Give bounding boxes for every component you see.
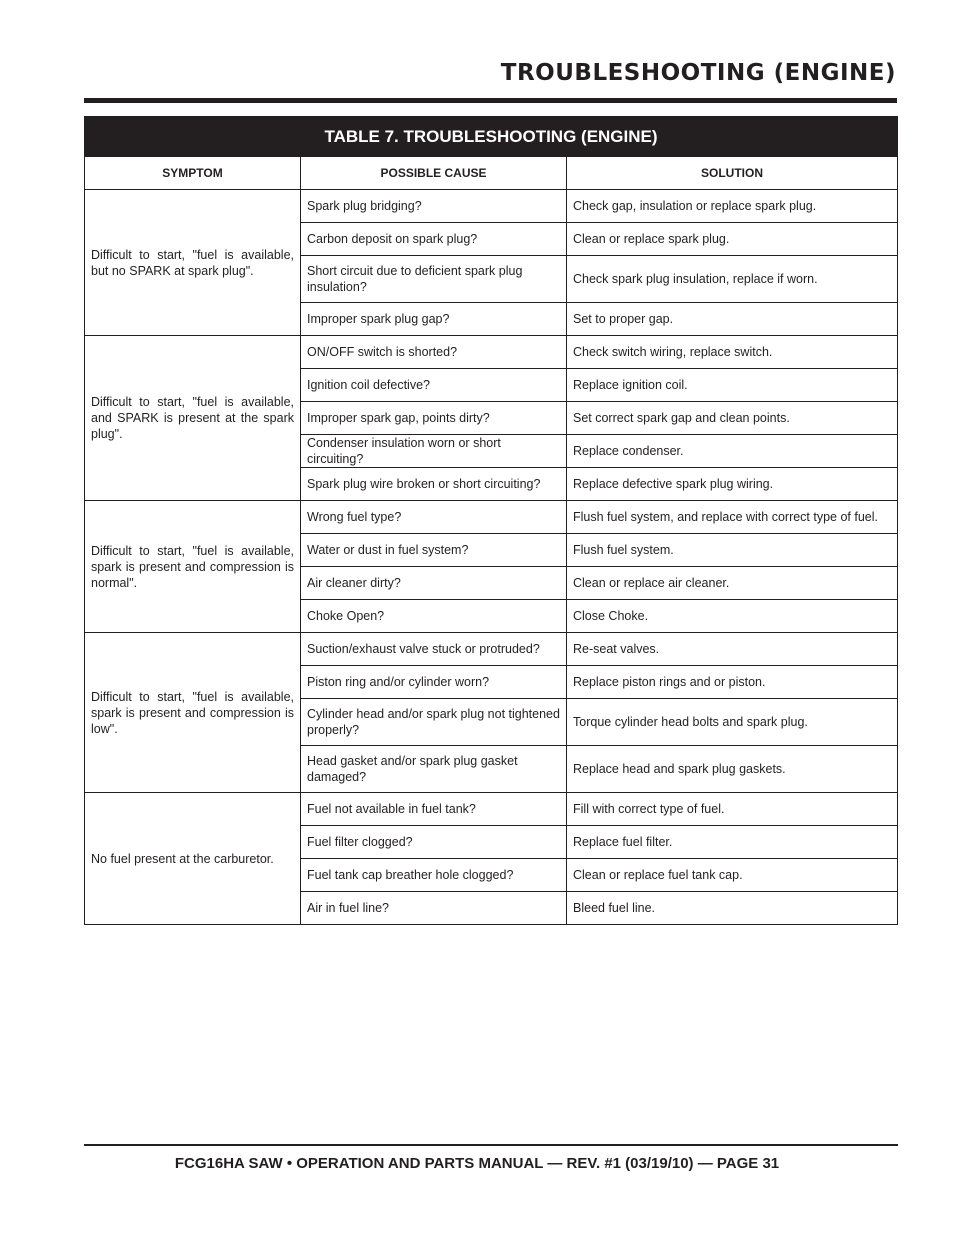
troubleshooting-table [84,116,898,925]
solution-cell: Replace defective spark plug wiring. [567,468,898,501]
cause-cell: Piston ring and/or cylinder worn? [301,666,567,699]
header-solution: SOLUTION [567,157,898,190]
solution-cell: Replace head and spark plug gaskets. [567,746,898,793]
solution-cell: Set to proper gap. [567,303,898,336]
solution-cell: Check gap, insulation or replace spark plug. [567,190,898,223]
cause-cell: Spark plug wire broken or short circuiting? [301,468,567,501]
solution-cell: Check switch wiring, replace switch. [567,336,898,369]
footer-rule [84,1144,898,1146]
title-rule [84,98,897,103]
cause-cell: Spark plug bridging? [301,190,567,223]
solution-cell: Replace piston rings and or piston. [567,666,898,699]
symptom-cell: Difficult to start, "fuel is available, spark is present and compression is low". [85,633,301,793]
cause-cell: Wrong fuel type? [301,501,567,534]
table-row [85,336,898,369]
cause-cell: ON/OFF switch is shorted? [301,336,567,369]
symptom-cell: Difficult to start, "fuel is available, spark is present and compression is normal". [85,501,301,633]
solution-cell: Bleed fuel line. [567,892,898,925]
solution-cell: Clean or replace fuel tank cap. [567,859,898,892]
header-possible-cause: POSSIBLE CAUSE [301,157,567,190]
cause-cell: Suction/exhaust valve stuck or protruded? [301,633,567,666]
table-body [85,190,898,925]
symptom-cell: Difficult to start, "fuel is available, but no SPARK at spark plug". [85,190,301,336]
solution-cell: Clean or replace air cleaner. [567,567,898,600]
table-row [85,633,898,666]
table-caption: TABLE 7. TROUBLESHOOTING (ENGINE) [85,117,898,157]
page-title: TROUBLESHOOTING (ENGINE) [500,60,896,86]
cause-cell: Choke Open? [301,600,567,633]
solution-cell: Set correct spark gap and clean points. [567,402,898,435]
page-footer: FCG16HA SAW • OPERATION AND PARTS MANUAL — REV. #1 (03/19/10) — PAGE 31 [174,1155,780,1172]
cause-cell: Ignition coil defective? [301,369,567,402]
cause-cell: Improper spark gap, points dirty? [301,402,567,435]
solution-cell: Re-seat valves. [567,633,898,666]
cause-cell: Fuel tank cap breather hole clogged? [301,859,567,892]
cause-cell: Air in fuel line? [301,892,567,925]
solution-cell: Torque cylinder head bolts and spark plug. [567,699,898,746]
symptom-cell: Difficult to start, "fuel is available, and SPARK is present at the spark plug". [85,336,301,501]
solution-cell: Check spark plug insulation, replace if worn. [567,256,898,303]
cause-cell: Fuel not available in fuel tank? [301,793,567,826]
cause-cell: Water or dust in fuel system? [301,534,567,567]
cause-cell: Head gasket and/or spark plug gasket damaged? [301,746,567,793]
table-row [85,501,898,534]
cause-cell: Fuel filter clogged? [301,826,567,859]
solution-cell: Fill with correct type of fuel. [567,793,898,826]
cause-cell: Carbon deposit on spark plug? [301,223,567,256]
cause-cell: Cylinder head and/or spark plug not tightened properly? [301,699,567,746]
cause-cell: Air cleaner dirty? [301,567,567,600]
solution-cell: Clean or replace spark plug. [567,223,898,256]
cause-cell: Condenser insulation worn or short circuiting? [301,435,567,468]
solution-cell: Replace fuel filter. [567,826,898,859]
table-row [85,190,898,223]
table-row [85,793,898,826]
cause-cell: Short circuit due to deficient spark plug insulation? [301,256,567,303]
solution-cell: Flush fuel system. [567,534,898,567]
cause-cell: Improper spark plug gap? [301,303,567,336]
solution-cell: Flush fuel system, and replace with correct type of fuel. [567,501,898,534]
solution-cell: Replace condenser. [567,435,898,468]
solution-cell: Replace ignition coil. [567,369,898,402]
header-symptom: SYMPTOM [85,157,301,190]
symptom-cell: No fuel present at the carburetor. [85,793,301,925]
solution-cell: Close Choke. [567,600,898,633]
